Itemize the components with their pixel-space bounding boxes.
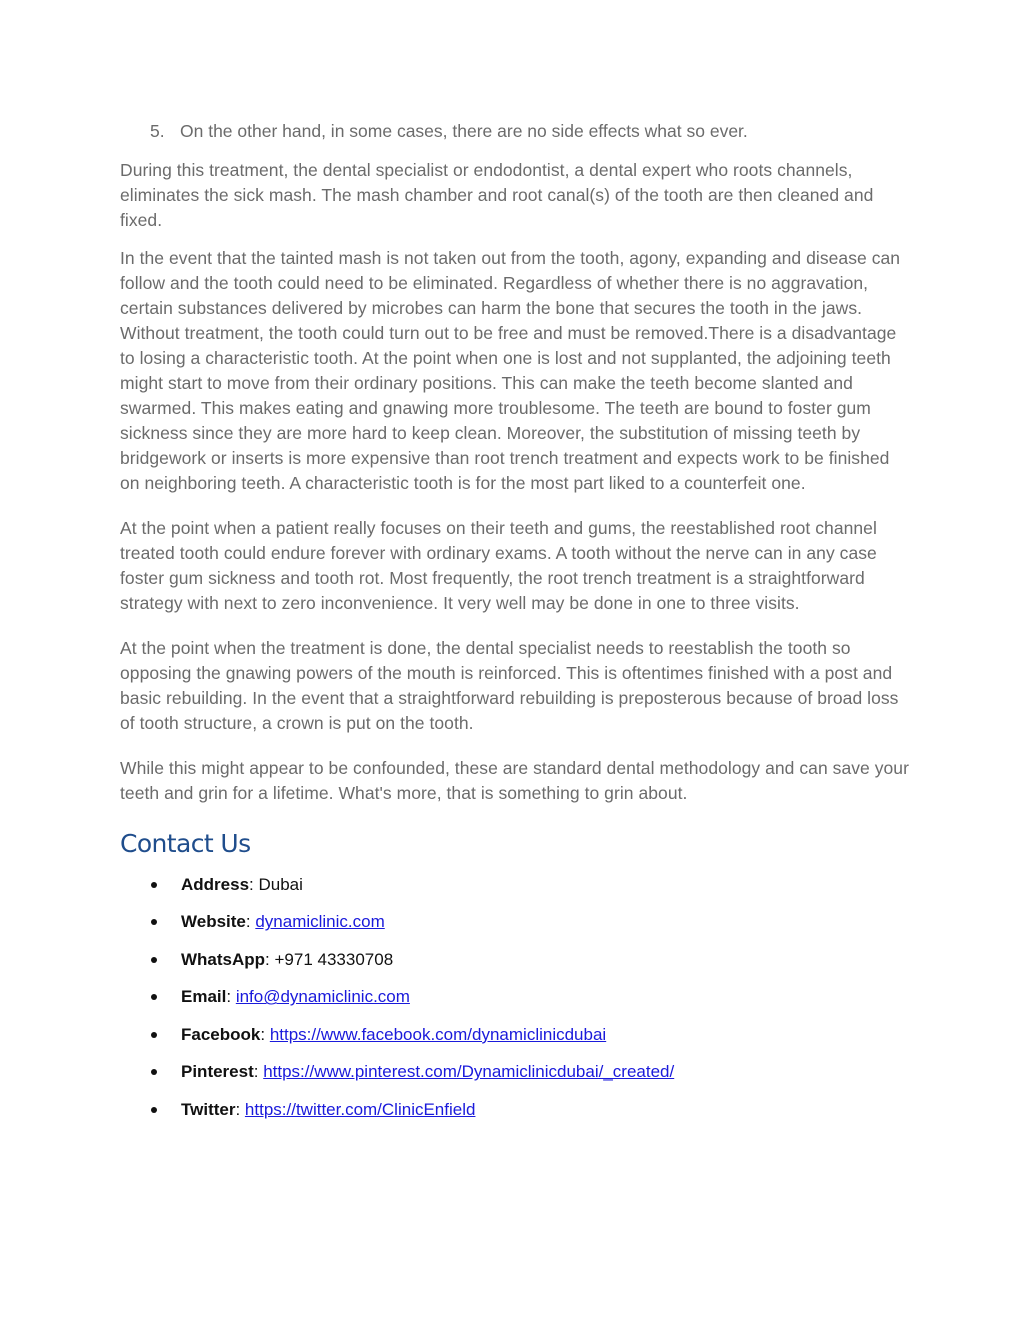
email-link[interactable]: info@dynamiclinic.com <box>235 987 410 1007</box>
contact-item-website <box>120 904 910 942</box>
contact-item-twitter <box>120 1091 910 1129</box>
contact-label: WhatsApp <box>181 949 266 969</box>
contact-label: Email <box>181 987 227 1007</box>
contact-separator: : <box>226 987 236 1007</box>
paragraph-treatment: During this treatment, the dental specialist or endodontist, a dental expert who roots channels, eliminates the sick mash. The mash chamber and root canal(s) of the tooth are then cleaned and fixed. <box>120 160 874 230</box>
bullet-icon <box>151 957 157 963</box>
contact-item-whatsapp <box>120 941 910 979</box>
contact-item-facebook <box>120 1016 910 1054</box>
contact-separator: : <box>245 912 256 932</box>
pinterest-link[interactable]: https://www.pinterest.com/Dynamiclinicdubai/_created/ <box>263 1062 675 1082</box>
bullet-icon <box>151 1032 157 1038</box>
bullet-icon <box>151 882 157 888</box>
contact-item-pinterest <box>120 1054 910 1092</box>
bullet-icon <box>151 919 157 925</box>
contact-label: Facebook <box>181 1024 261 1044</box>
website-link[interactable]: dynamiclinic.com <box>255 912 385 932</box>
list-item-text: On the other hand, in some cases, there are no side effects what so ever. <box>180 121 748 141</box>
contact-list <box>120 866 910 1129</box>
document-page <box>120 119 910 1129</box>
contact-separator: : <box>265 949 275 969</box>
contact-heading: Contact Us <box>120 829 251 858</box>
contact-separator: : <box>260 1024 270 1044</box>
contact-label: Twitter <box>181 1099 236 1119</box>
paragraph-restoration: At the point when the treatment is done, the dental specialist needs to reestablish the tooth so opposing the gnawing powers of the mouth is reinforced. This is oftentimes finished with a post and basic rebuilding. In the event that a straightforward rebuilding is preposterous because of broad loss of tooth structure, a crown is put on the tooth. <box>120 638 899 733</box>
bullet-icon <box>151 1069 157 1075</box>
paragraph-infection: In the event that the tainted mash is not taken out from the tooth, agony, expanding and disease can follow and the tooth could need to be eliminated. Regardless of whether there is no aggravation, certain substances delivered by microbes can harm the bone that secures the tooth in the jaws. Without treatment, the tooth could turn out to be free and must be removed.There is a disadvantage to losing a characteristic tooth. At the point when one is lost and not supplanted, the adjoining teeth might start to move from their ordinary positions. This can make the teeth become slanted and swarmed. This makes eating and gnawing more troublesome. The teeth are bound to foster gum sickness since they are more hard to keep clean. Moreover, the substitution of missing teeth by bridgework or inserts is more expensive than root trench treatment and expects work to be finished on neighboring teeth. A characteristic tooth is for the most part liked to a counterfeit one. <box>120 248 901 493</box>
paragraph-care: At the point when a patient really focuses on their teeth and gums, the reestablished root channel treated tooth could endure forever with ordinary exams. A tooth without the nerve can in any case foster gum sickness and tooth rot. Most frequently, the root trench treatment is a straightforward strategy with next to zero inconvenience. It very well may be done in one to three visits. <box>120 518 877 613</box>
contact-label: Address <box>181 874 250 894</box>
contact-separator: : <box>249 874 259 894</box>
bullet-icon <box>151 994 157 1000</box>
numbered-list-item <box>150 119 910 144</box>
paragraph-conclusion: While this might appear to be confounded, these are standard dental methodology and can save your teeth and grin for a lifetime. What's more, that is something to grin about. <box>120 758 909 803</box>
contact-label: Pinterest <box>181 1062 254 1082</box>
contact-item-email <box>120 979 910 1017</box>
address-value: Dubai <box>258 874 303 894</box>
contact-separator: : <box>253 1062 264 1082</box>
contact-label: Website <box>181 912 246 932</box>
bullet-icon <box>151 1107 157 1113</box>
contact-item-address <box>120 866 910 904</box>
twitter-link[interactable]: https://twitter.com/ClinicEnfield <box>244 1099 476 1119</box>
list-number: 5. <box>150 121 165 141</box>
facebook-link[interactable]: https://www.facebook.com/dynamiclinicdubai <box>269 1024 607 1044</box>
contact-separator: : <box>235 1099 245 1119</box>
whatsapp-value: +971 43330708 <box>274 949 394 969</box>
